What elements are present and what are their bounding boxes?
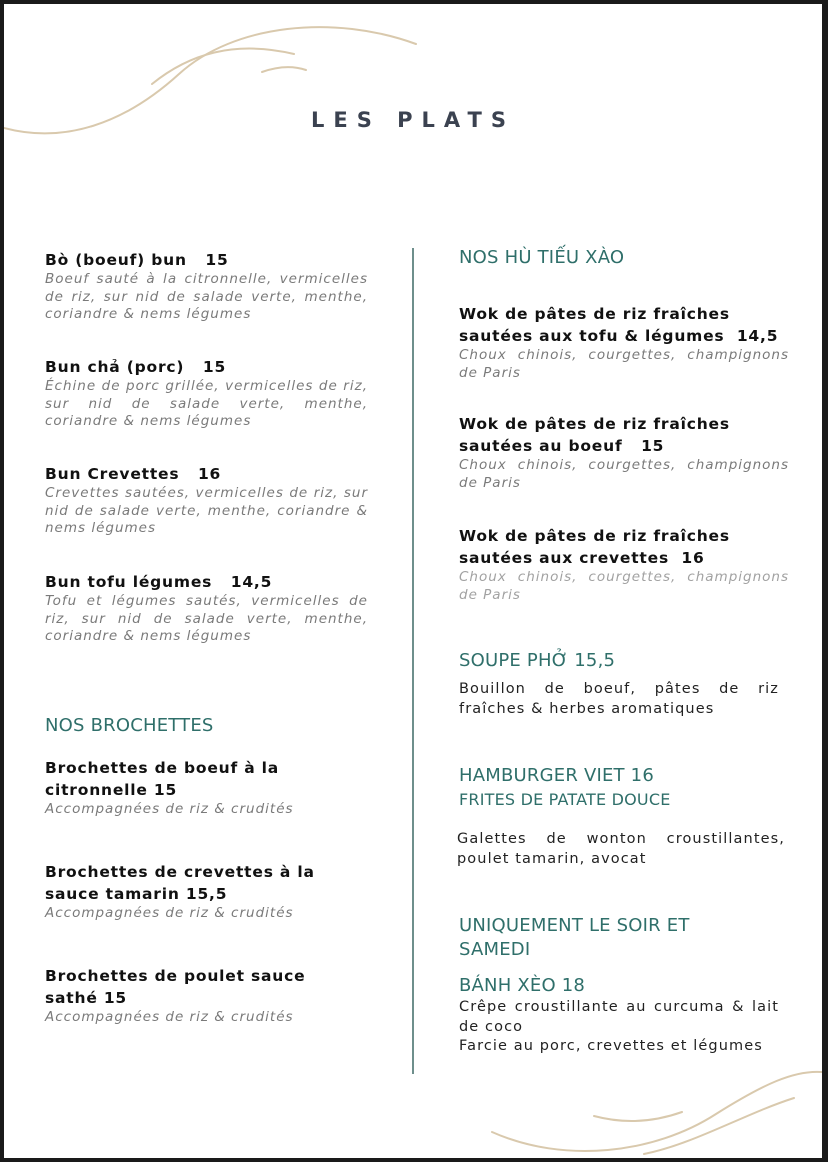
menu-item-wok-boeuf bbox=[459, 413, 789, 492]
menu-item-wok-tofu bbox=[459, 303, 789, 382]
section-title-brochettes: NOS BROCHETTES bbox=[45, 715, 214, 736]
menu-page bbox=[4, 4, 822, 1158]
banh-xeo-line-2: Farcie au porc, crevettes et légumes bbox=[459, 1038, 763, 1054]
item-name: Brochettes de crevettes à la sauce tamarin 15,5 bbox=[45, 863, 315, 903]
soupe-description: Bouillon de boeuf, pâtes de riz fraîches & herbes aromatiques bbox=[459, 681, 779, 717]
item-name: Wok de pâtes de riz fraîches sautées au boeuf 15 bbox=[459, 415, 730, 455]
banh-xeo-description bbox=[459, 998, 779, 1057]
item-description: Accompagnées de riz & crudités bbox=[45, 1009, 294, 1025]
item-name: Bun Crevettes 16 bbox=[45, 465, 222, 483]
item-name: Bun tofu légumes 14,5 bbox=[45, 573, 273, 591]
item-description: Tofu et légumes sautés, vermicelles de riz, sur nid de salade verte, menthe, coriandre & nems légumes bbox=[45, 593, 368, 644]
menu-item-brochettes-poulet bbox=[45, 965, 375, 1027]
menu-item-brochettes-crevettes bbox=[45, 861, 375, 923]
hamburger-subtitle: FRITES DE PATATE DOUCE bbox=[459, 790, 671, 809]
banh-xeo-line-1: Crêpe croustillante au curcuma & lait de coco bbox=[459, 999, 779, 1035]
item-name: Brochettes de poulet sauce sathé 15 bbox=[45, 967, 306, 1007]
menu-item-brochettes-boeuf bbox=[45, 757, 375, 819]
item-description: Accompagnées de riz & crudités bbox=[45, 905, 294, 921]
section-title-hu-tieu: NOS HÙ TIẾU XÀO bbox=[459, 247, 625, 268]
menu-item-bo-bun bbox=[45, 249, 368, 324]
item-description: Choux chinois, courgettes, champignons de Paris bbox=[459, 457, 789, 491]
item-name: Bun chả (porc) 15 bbox=[45, 358, 227, 376]
section-title-banh-xeo: BÁNH XÈO 18 bbox=[459, 975, 586, 996]
hamburger-description: Galettes de wonton croustillantes, poulet tamarin, avocat bbox=[457, 831, 785, 867]
section-title-soupe-pho: SOUPE PHỞ 15,5 bbox=[459, 650, 616, 671]
item-name: Bò (boeuf) bun 15 bbox=[45, 251, 229, 269]
item-description: Crevettes sautées, vermicelles de riz, sur nid de salade verte, menthe, coriandre & nems légumes bbox=[45, 485, 368, 536]
item-description: Choux chinois, courgettes, champignons de Paris bbox=[459, 347, 789, 381]
menu-item-wok-crevettes bbox=[459, 525, 789, 604]
item-description: Accompagnées de riz & crudités bbox=[45, 801, 294, 817]
item-description: Boeuf sauté à la citronnelle, vermicelles de riz, sur nid de salade verte, menthe, coriandre & nems légumes bbox=[45, 271, 368, 322]
column-divider bbox=[412, 248, 414, 1074]
menu-item-bun-tofu bbox=[45, 571, 368, 646]
item-description: Échine de porc grillée, vermicelles de riz, sur nid de salade verte, menthe, coriandre & nems légumes bbox=[45, 378, 368, 429]
section-title-hamburger bbox=[459, 764, 671, 811]
section-title-soir: UNIQUEMENT LE SOIR ET SAMEDI bbox=[459, 915, 690, 960]
item-name: Brochettes de boeuf à la citronnelle 15 bbox=[45, 759, 280, 799]
page-title: LES PLATS bbox=[310, 108, 515, 132]
item-name: Wok de pâtes de riz fraîches sautées aux crevettes 16 bbox=[459, 527, 730, 567]
menu-item-bun-crevettes bbox=[45, 463, 368, 538]
item-description: Choux chinois, courgettes, champignons de Paris bbox=[459, 569, 789, 603]
menu-item-bun-cha bbox=[45, 356, 368, 431]
item-name: Wok de pâtes de riz fraîches sautées aux tofu & légumes 14,5 bbox=[459, 305, 779, 345]
hamburger-title: HAMBURGER VIET 16 bbox=[459, 765, 654, 786]
